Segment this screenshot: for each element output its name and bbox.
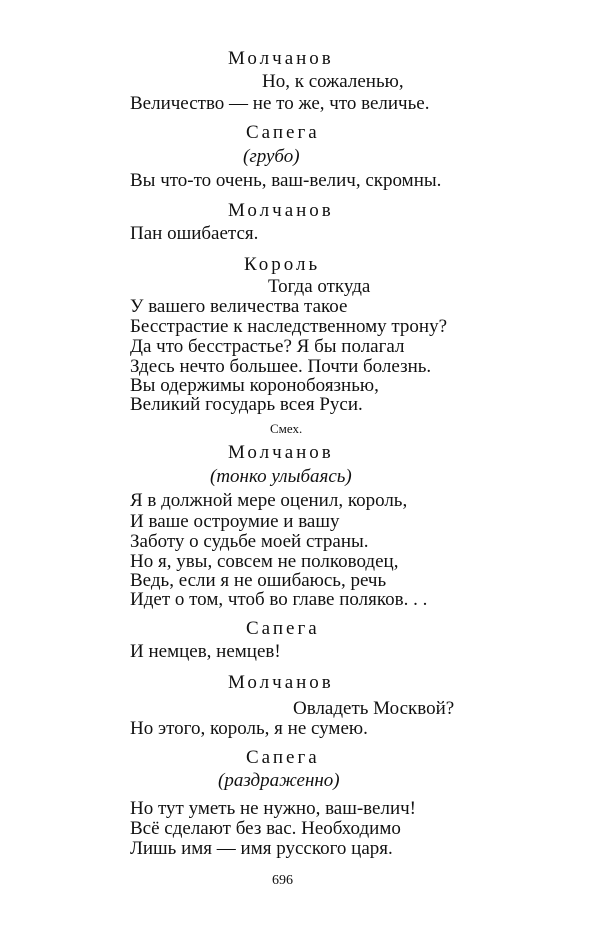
page-number: 696 (272, 873, 293, 888)
verse-line: Но я, увы, совсем не полководец, (130, 551, 399, 572)
verse-line: Я в должной мере оценил, король, (130, 490, 408, 511)
verse-line: Ведь, если я не ошибаюсь, речь (130, 570, 387, 591)
speaker-name: Молчанов (228, 442, 334, 463)
verse-line: Но тут уметь не нужно, ваш-велич! (130, 798, 417, 819)
stage-note: Смех. (270, 421, 303, 436)
verse-line: Вы одержимы коронобоязнью, (130, 375, 379, 396)
verse-line: Овладеть Москвой? (293, 698, 455, 719)
verse-line: Тогда откуда (268, 276, 371, 297)
verse-line: Да что бесстрастье? Я бы полагал (130, 336, 405, 357)
verse-line: Здесь нечто большее. Почти болезнь. (130, 356, 432, 377)
verse-line: У вашего величества такое (130, 296, 348, 317)
verse-line: Но, к сожаленью, (262, 71, 404, 92)
speaker-name: Сапега (246, 618, 320, 639)
speaker-name: Молчанов (228, 672, 334, 693)
verse-line: Великий государь всея Руси. (130, 394, 363, 415)
verse-line: Величество — не то же, что величье. (130, 93, 430, 114)
verse-line: Всё сделают без вас. Необходимо (130, 818, 401, 839)
stage-direction: (тонко улыбаясь) (210, 466, 352, 487)
stage-direction: (раздраженно) (218, 770, 340, 791)
speaker-name: Сапега (246, 747, 320, 768)
verse-line: Лишь имя — имя русского царя. (130, 838, 393, 859)
verse-line: Пан ошибается. (130, 223, 259, 244)
verse-line: Бесстрастие к наследственному трону? (130, 316, 447, 337)
verse-line: Вы что-то очень, ваш-велич, скромны. (130, 170, 442, 191)
speaker-name: Сапега (246, 122, 320, 143)
stage-direction: (грубо) (243, 146, 300, 167)
speaker-name: Молчанов (228, 48, 334, 69)
verse-line: И ваше остроумие и вашу (130, 511, 340, 532)
verse-line: И немцев, немцев! (130, 641, 281, 662)
speaker-name: Молчанов (228, 200, 334, 221)
speaker-name: Король (244, 254, 321, 275)
verse-line: Идет о том, чтоб во главе поляков. . . (130, 589, 428, 610)
verse-line: Но этого, король, я не сумею. (130, 718, 368, 739)
verse-line: Заботу о судьбе моей страны. (130, 531, 369, 552)
